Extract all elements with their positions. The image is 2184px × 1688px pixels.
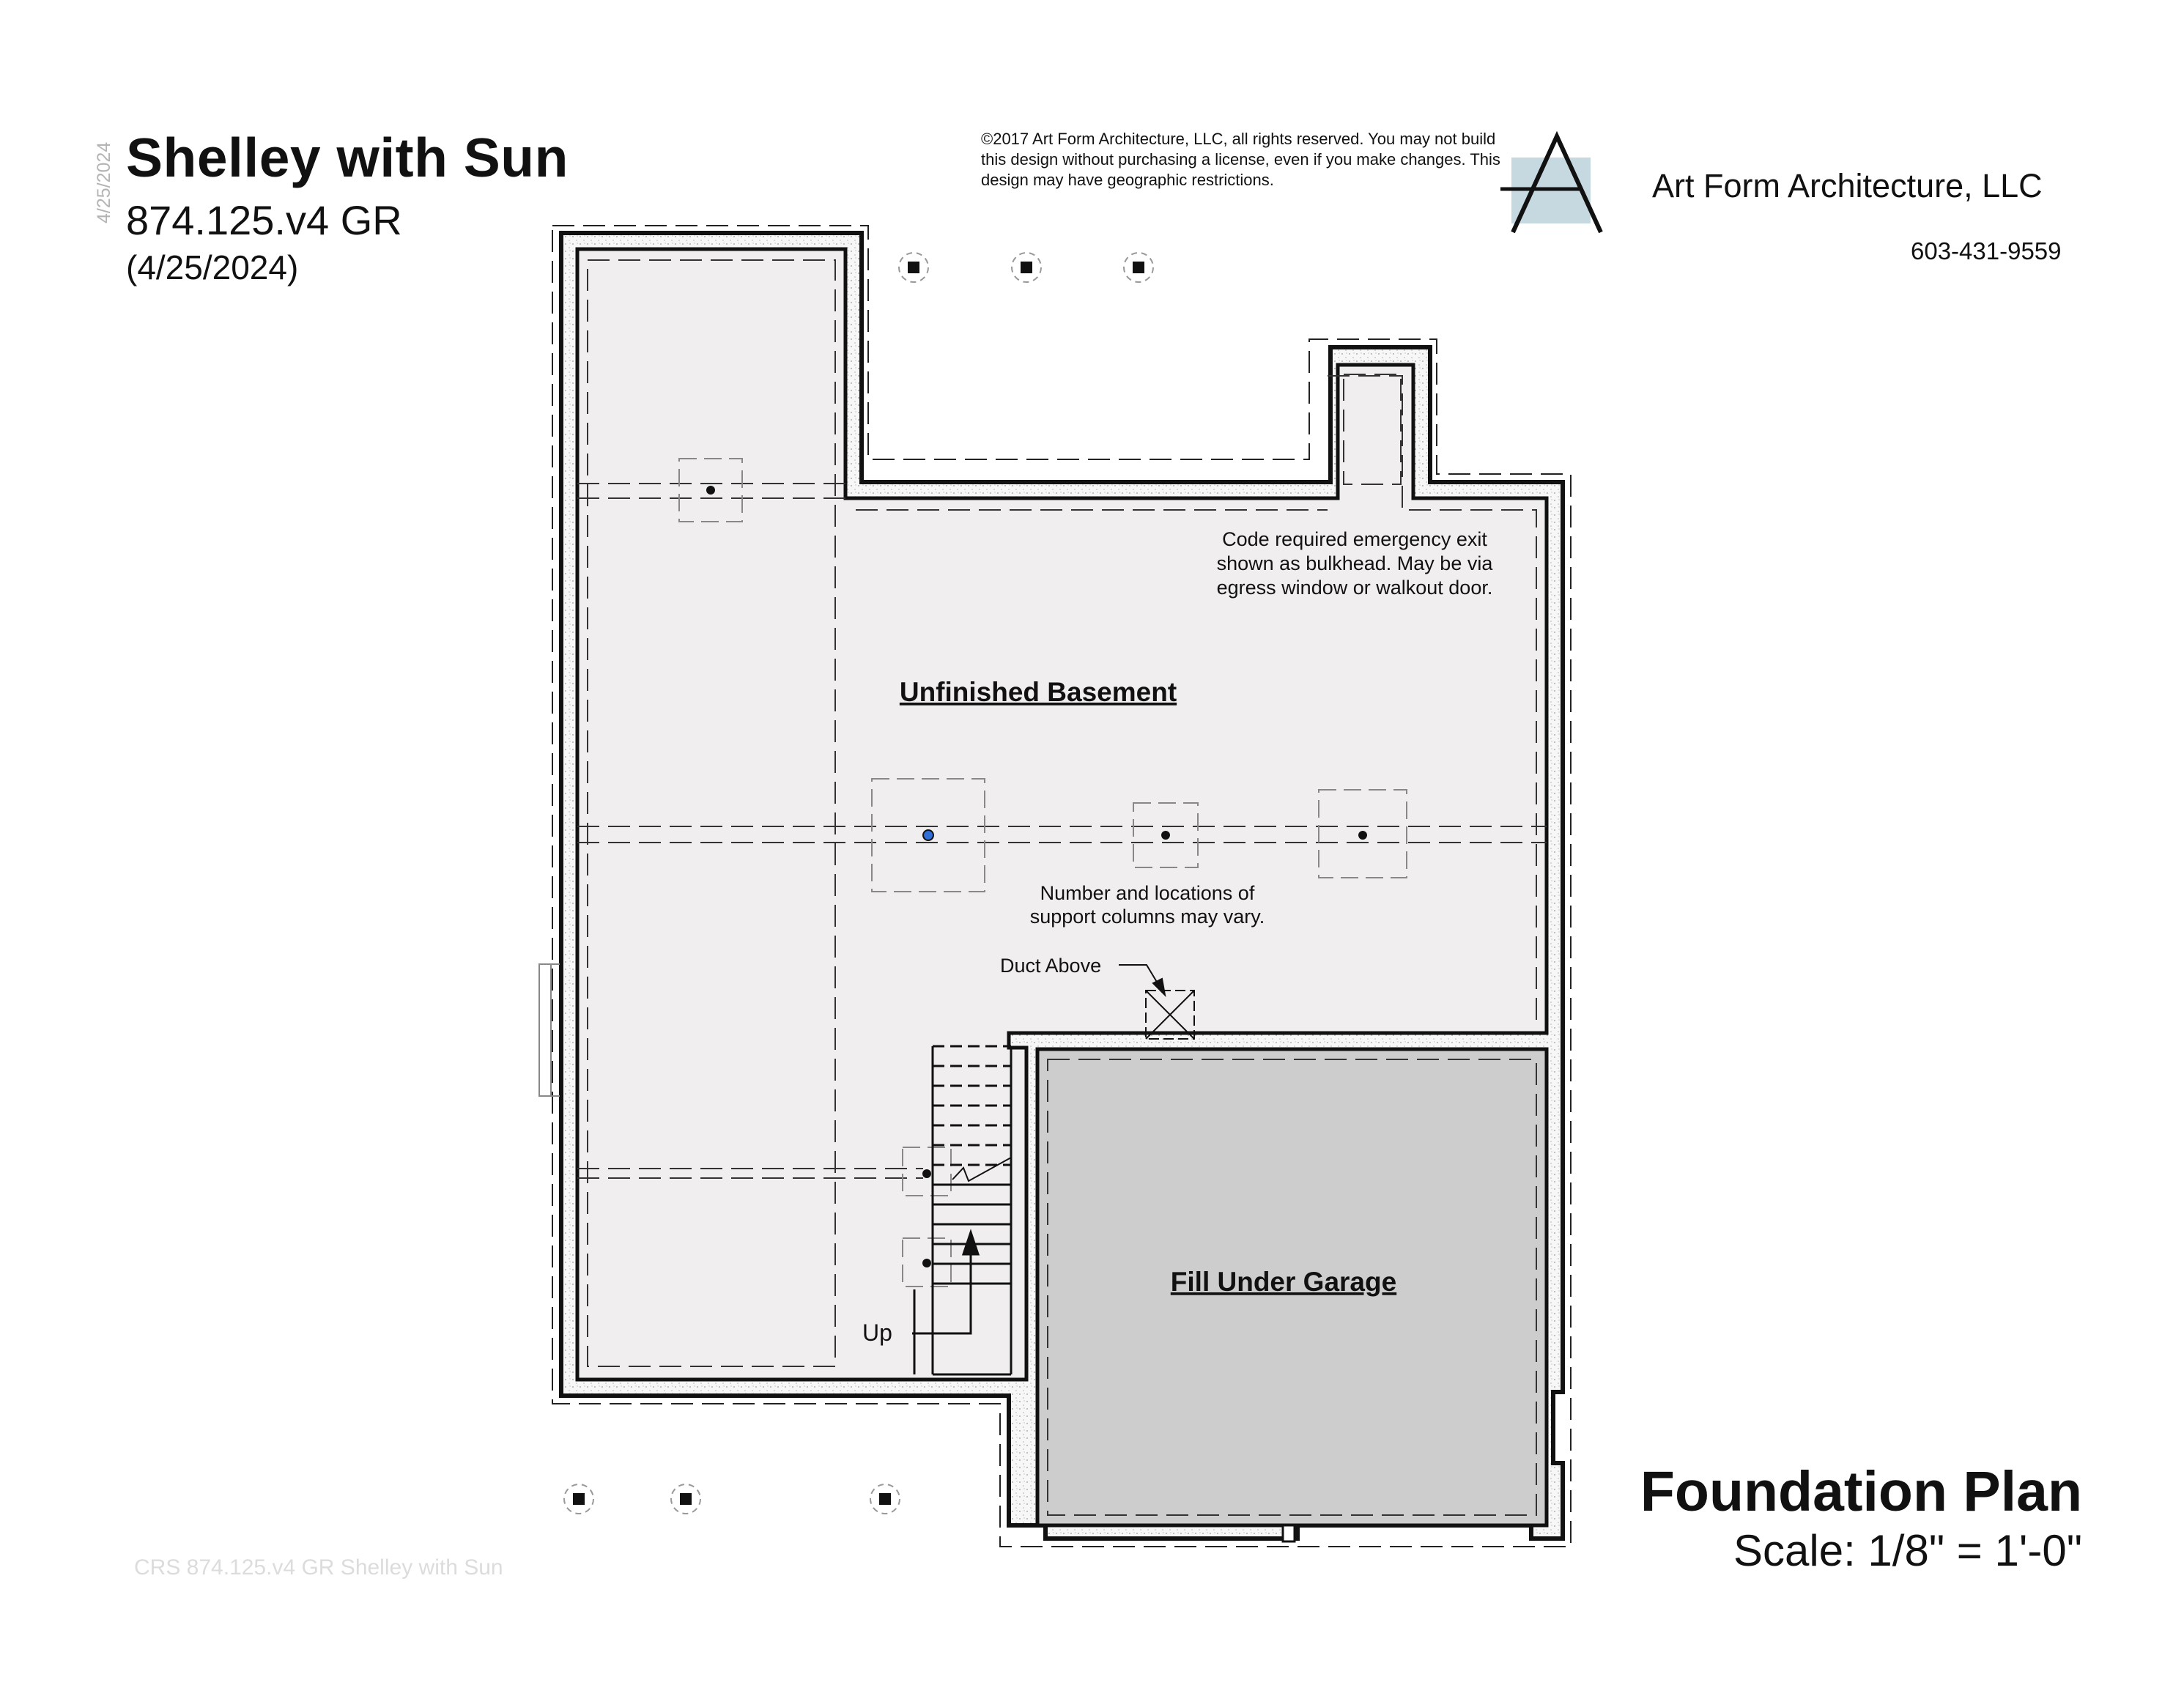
support-column <box>1358 831 1367 840</box>
post-marker <box>680 1493 692 1505</box>
columns-note-line-2: support columns may vary. <box>1029 906 1265 928</box>
plan-scale: Scale: 1/8" = 1'-0" <box>1733 1526 2082 1575</box>
duct-label: Duct Above <box>1000 955 1102 977</box>
columns-note-line-1: Number and locations of <box>1040 882 1255 904</box>
garage-door-pin <box>1283 1525 1295 1541</box>
plan-title: Shelley with Sun <box>126 127 569 188</box>
support-column <box>922 1259 931 1267</box>
post-marker <box>1133 262 1144 273</box>
egress-note-line-3: egress window or walkout door. <box>1216 577 1493 599</box>
post-marker <box>908 262 919 273</box>
plan-date: (4/25/2024) <box>126 248 299 286</box>
support-column <box>706 486 715 495</box>
plan-number: 874.125.v4 GR <box>126 197 402 243</box>
egress-note-line-2: shown as bulkhead. May be via <box>1216 552 1493 574</box>
support-column <box>1161 831 1170 840</box>
company-phone: 603-431-9559 <box>1911 237 2062 264</box>
room-label-garage: Fill Under Garage <box>1170 1267 1397 1297</box>
copyright-notice: ©2017 Art Form Architecture, LLC, all rights reserved. You may not build this design without purchasing a license, even if you make changes. This design may have geographic restrictions. <box>981 130 1500 189</box>
support-column <box>922 1169 931 1178</box>
company-name: Art Form Architecture, LLC <box>1652 167 2043 204</box>
stairs-up-label: Up <box>862 1319 892 1346</box>
post-marker <box>1021 262 1032 273</box>
window-well <box>539 964 560 1096</box>
support-column <box>923 830 933 840</box>
egress-note-line-1: Code required emergency exit <box>1222 528 1487 550</box>
post-marker <box>879 1493 891 1505</box>
room-label-basement: Unfinished Basement <box>899 677 1177 707</box>
plan-name-label: Foundation Plan <box>1640 1460 2082 1523</box>
post-marker <box>573 1493 585 1505</box>
side-date-stamp: 4/25/2024 <box>94 141 114 223</box>
company-logo <box>1500 136 1601 232</box>
watermark: CRS 874.125.v4 GR Shelley with Sun <box>134 1555 503 1580</box>
